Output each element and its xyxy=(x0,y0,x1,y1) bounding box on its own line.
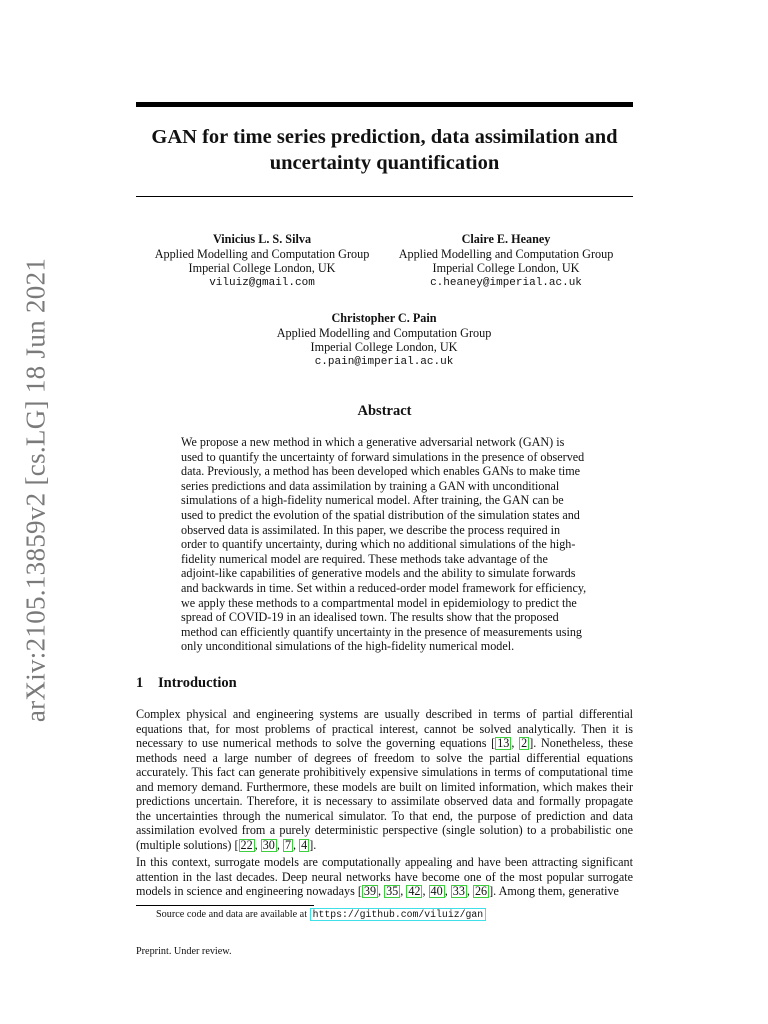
title-bottom-rule xyxy=(136,196,633,197)
preprint-note: Preprint. Under review. xyxy=(136,946,232,957)
citation-link[interactable]: 22 xyxy=(240,837,253,852)
intro-paragraph-1 xyxy=(136,707,633,852)
separator: , xyxy=(276,837,283,852)
separator: , xyxy=(254,837,261,852)
intro-paragraph-2 xyxy=(136,855,633,899)
citation-link[interactable]: 39 xyxy=(363,884,377,898)
abstract-heading: Abstract xyxy=(357,403,412,419)
paragraph-text: In this context, surrogate models are computationally appealing and have been attracting significant attention in the last decades. Deep neural networks have become one of the most popular surrogate models in science and engineering nowadays [ xyxy=(136,855,633,898)
author-block-3 xyxy=(254,311,514,369)
citation-link[interactable]: 33 xyxy=(452,884,465,898)
author-institution: Imperial College London, UK xyxy=(432,261,580,275)
paragraph-text: ]. Among them, generative xyxy=(489,884,619,898)
author-institution: Imperial College London, UK xyxy=(188,261,336,275)
footnote-rule xyxy=(136,905,314,906)
author-affiliation: Applied Modelling and Computation Group xyxy=(276,325,492,340)
author-institution: Imperial College London, UK xyxy=(310,340,458,354)
author-affiliation: Applied Modelling and Computation Group xyxy=(154,246,370,261)
author-name: Christopher C. Pain xyxy=(331,311,437,325)
title-top-rule xyxy=(136,102,633,107)
abstract-text: We propose a new method in which a generative adversarial network (GAN) is used to quantify the uncertainty of forward simulations in the presence of observed data. Previously, a method has been developed which enables GANs to make time series predictions and data assimilation by training a GAN with unconditional simulations of a high-fidelity numerical model. After training, the GAN can be used to predict the evolution of the spatial distribution of the simulation states and observed data is assimilated. In this paper, we describe the process required in order to quantify uncertainty, during which no additional simulations of the high-fidelity numerical model are required. These methods take advantage of the adjoint-like capabilities of generative models and the ability to simulate forwards and backwards in time. Set within a reduced-order model framework for efficiency, we apply these methods to a compartmental model in epidemiology to predict the spread of COVID-19 in an idealised town. The results show that the proposed method can efficiently quantify uncertainty in the presence of measurements using only unconditional simulations of the high-fidelity numerical model. xyxy=(181,435,587,654)
paragraph-text: ]. Nonetheless, these methods need a large number of degrees of freedom to solve the partial differential equations accurately. This fact can generate prohibitively expensive simulations in terms of computational time and memory demand. Furthermore, these models are built on limited information, which makes their predictions uncertain. Therefore, it is necessary to assimilate observed data and formally propagate the uncertainties through the numerical simulator. To that end, the purpose of prediction and data assimilation evolved from a purely deterministic perspective (single solution) to a probabilistic one (multiple solutions) [ xyxy=(136,736,634,852)
citation-link[interactable]: 35 xyxy=(386,884,399,898)
separator: , xyxy=(378,884,385,898)
footnote-text: Source code and data are available at xyxy=(156,909,310,920)
section-heading xyxy=(136,675,237,692)
paper-title: GAN for time series prediction, data assimilation and uncertainty quantification xyxy=(151,126,618,174)
author-affiliation: Applied Modelling and Computation Group xyxy=(398,246,614,261)
citation-link[interactable]: 4 xyxy=(301,837,308,852)
author-email[interactable]: c.pain@imperial.ac.uk xyxy=(314,355,454,368)
section-number: 1 xyxy=(136,675,144,691)
footnote xyxy=(156,908,486,921)
separator: , xyxy=(466,884,473,898)
author-block-1 xyxy=(132,232,392,290)
author-name: Claire E. Heaney xyxy=(461,232,551,246)
paragraph-text: ]. xyxy=(309,837,317,852)
separator: , xyxy=(400,884,407,898)
arxiv-identifier: arXiv:2105.13859v2 [cs.LG] 18 Jun 2021 xyxy=(20,257,51,723)
section-title: Introduction xyxy=(158,675,237,691)
author-email[interactable]: c.heaney@imperial.ac.uk xyxy=(430,276,582,289)
separator: , xyxy=(511,736,520,750)
citation-link[interactable]: 13 xyxy=(497,736,510,750)
citation-link[interactable]: 26 xyxy=(474,884,488,898)
separator: , xyxy=(293,837,300,852)
citation-link[interactable]: 2 xyxy=(521,736,528,750)
author-block-2 xyxy=(376,232,636,290)
separator: , xyxy=(444,884,451,898)
author-name: Vinicius L. S. Silva xyxy=(212,232,312,246)
paragraph-text: Complex physical and engineering systems are usually described in terms of partial differential equations that, for most problems of practical interest, cannot be solved analytically. Then it is necessary to use numerical methods to solve the governing equations [ xyxy=(136,707,633,750)
citation-link[interactable]: 40 xyxy=(430,884,443,898)
separator: , xyxy=(422,884,429,898)
citation-link[interactable]: 7 xyxy=(284,837,292,852)
source-code-link[interactable]: https://github.com/viluiz/gan xyxy=(310,908,487,921)
citation-link[interactable]: 30 xyxy=(262,837,275,852)
citation-link[interactable]: 42 xyxy=(408,884,421,898)
author-email[interactable]: viluiz@gmail.com xyxy=(209,276,315,289)
